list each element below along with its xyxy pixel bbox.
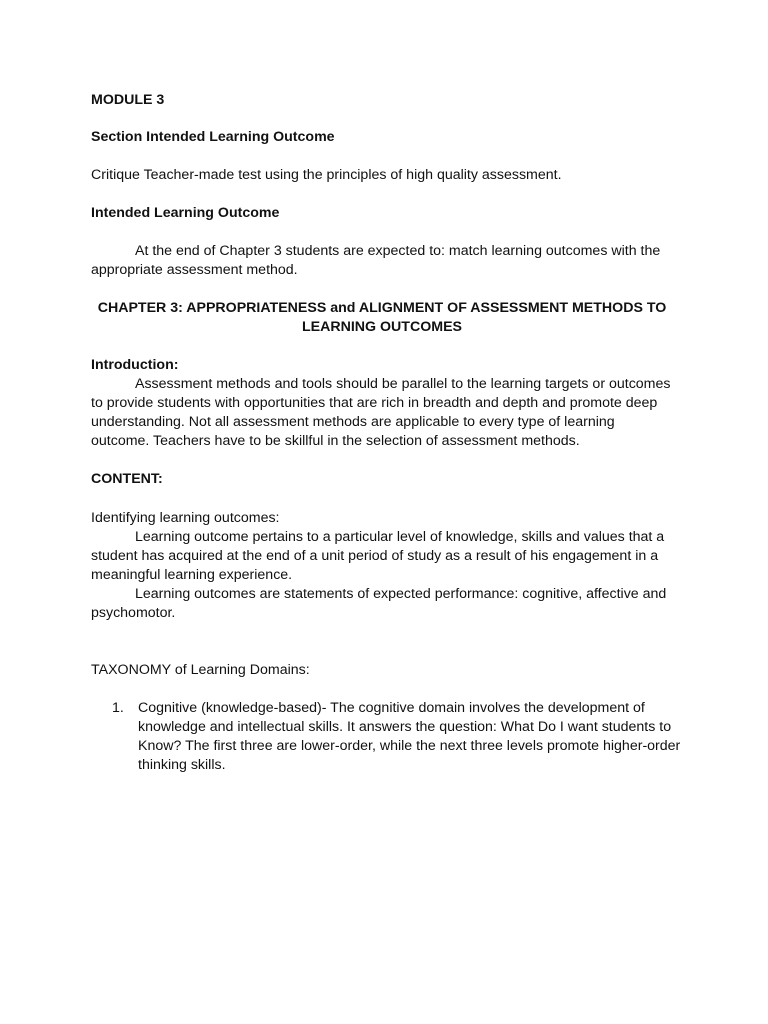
- document-body: [91, 91, 681, 775]
- learning-outcome-paragraph-1: Learning outcome pertains to a particular level of knowledge, skills and values that a student has acquired at the end of a unit period of study as a result of his engagement in a meaningful learning experience.: [91, 529, 665, 583]
- content-heading: CONTENT:: [91, 471, 163, 487]
- taxonomy-heading: TAXONOMY of Learning Domains:: [91, 662, 310, 678]
- introduction-body: Assessment methods and tools should be parallel to the learning targets or outcomes to provide students with opportunities that are rich in breadth and depth and promote deep understanding. Not all assessment methods are applicable to every type of learning outcome. Teachers have to be skillful in the selection of assessment methods.: [91, 376, 671, 449]
- critique-text: Critique Teacher-made test using the principles of high quality assessment.: [91, 167, 562, 183]
- module-title: MODULE 3: [91, 92, 165, 108]
- list-item-number: 1.: [112, 700, 124, 716]
- chapter-title: CHAPTER 3: APPROPRIATENESS and ALIGNMENT OF ASSESSMENT METHODS TO LEARNING OUTCOMES: [97, 300, 667, 335]
- section-title: Section Intended Learning Outcome: [91, 129, 335, 145]
- identifying-outcomes-heading: Identifying learning outcomes:: [91, 510, 280, 526]
- ilo-heading: Intended Learning Outcome: [91, 205, 280, 221]
- taxonomy-list-item: [93, 699, 693, 775]
- learning-outcome-paragraph-2: Learning outcomes are statements of expected performance: cognitive, affective and psychomotor.: [91, 586, 667, 621]
- list-item-text: Cognitive (knowledge-based)- The cognitive domain involves the development of knowledge and intellectual skills. It answers the question: What Do I want students to Know? The first three are lower-order, while the next three levels promote higher-order thinking skills.: [138, 700, 681, 773]
- ilo-body: At the end of Chapter 3 students are expected to: match learning outcomes with the appropriate assessment method.: [91, 243, 661, 278]
- introduction-heading: Introduction:: [91, 357, 179, 373]
- taxonomy-list: [91, 699, 681, 775]
